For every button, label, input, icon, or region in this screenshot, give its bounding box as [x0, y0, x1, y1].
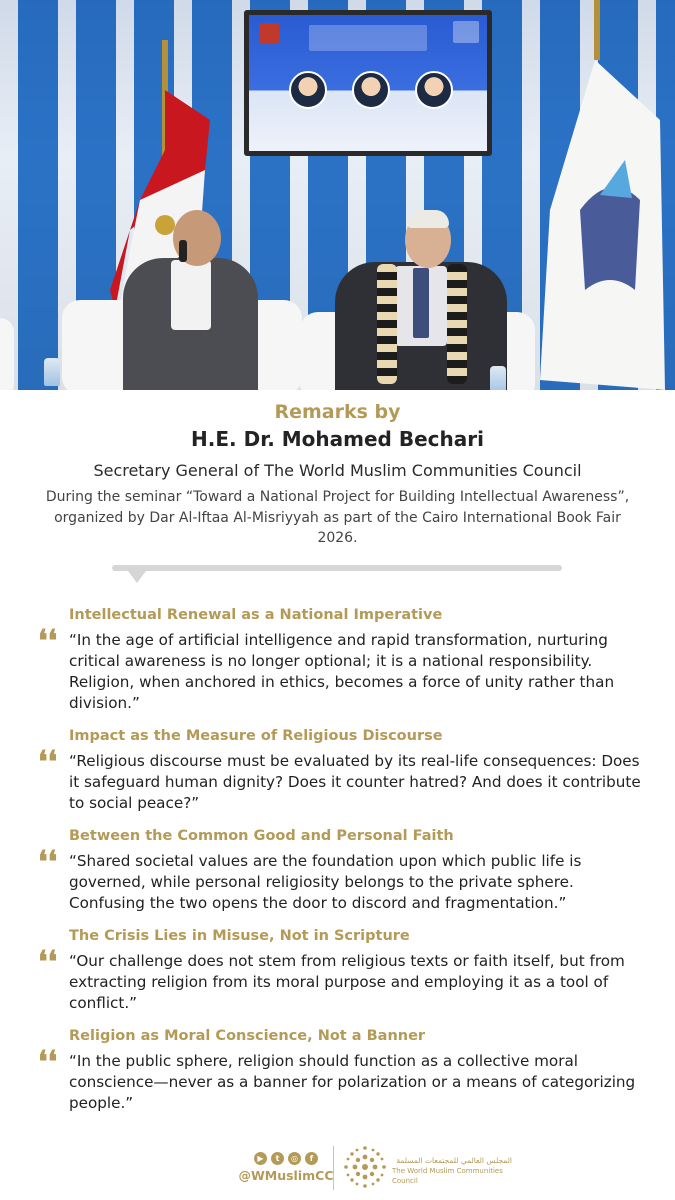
quote-mark-icon: ❛❛: [38, 624, 58, 659]
remarks-label: Remarks by: [274, 401, 401, 423]
footer: [0, 1138, 675, 1198]
quote-item: [0, 1025, 675, 1114]
quote-text: “In the public sphere, religion should function as a collective moral conscience—never as a banner for polarization or a means of categorizing people.”: [69, 1052, 636, 1112]
speaker-left: [105, 210, 265, 390]
footer-divider: [333, 1146, 334, 1190]
org-name-arabic: المجلس العالمي للمجتمعات المسلمة: [396, 1156, 512, 1165]
seminar-screen: [244, 10, 492, 156]
quote-item: [0, 725, 675, 814]
quote-item: [0, 825, 675, 914]
screen-speaker-photo: [415, 71, 453, 109]
screen-logo-right: [453, 21, 479, 43]
quote-text: “Shared societal values are the foundation upon which public life is governed, while personal religiosity belongs to the private sphere. Confusing the two opens the door to discord and fragmentation.”: [69, 852, 582, 912]
speaker-role: Secretary General of The World Muslim Communities Council: [93, 461, 582, 480]
quote-mark-icon: ❛❛: [38, 845, 58, 880]
screen-speaker-photo: [352, 71, 390, 109]
quote-item: [0, 925, 675, 1014]
speaker-name: H.E. Dr. Mohamed Bechari: [191, 427, 484, 451]
screen-speaker-photo: [289, 71, 327, 109]
quote-text: “Our challenge does not stem from religious texts or faith itself, but from extracting religion from its moral purpose and employing it as a tool of conflict.”: [69, 952, 625, 1012]
quote-title: Impact as the Measure of Religious Discourse: [69, 728, 443, 744]
instagram-icon[interactable]: ◎: [288, 1152, 301, 1165]
speech-bubble-divider: [112, 565, 562, 571]
event-photo: [0, 0, 675, 390]
quote-item: [0, 604, 675, 714]
quotes-list: [0, 604, 675, 1125]
org-name-english: The World Muslim Communities Council: [392, 1167, 503, 1185]
quote-title: Between the Common Good and Personal Faith: [69, 828, 454, 844]
social-handle[interactable]: @WMuslimCC: [238, 1168, 334, 1183]
quote-title: Intellectual Renewal as a National Imperative: [69, 607, 443, 623]
armchair-edge: [0, 318, 14, 390]
microphone: [179, 240, 187, 262]
quote-title: The Crisis Lies in Misuse, Not in Scripture: [69, 928, 410, 944]
quote-text: “Religious discourse must be evaluated by its real-life consequences: Does it safeguard human dignity? Does it counter hatred? And does it contribute to social peace?”: [69, 752, 641, 812]
quote-mark-icon: ❛❛: [38, 1045, 58, 1080]
twitter-icon[interactable]: t: [271, 1152, 284, 1165]
dar-al-iftaa-flag: [540, 60, 665, 390]
quote-title: Religion as Moral Conscience, Not a Banner: [69, 1028, 426, 1044]
quote-mark-icon: ❛❛: [38, 745, 58, 780]
screen-logo-left: [259, 23, 279, 43]
org-name: [392, 1156, 512, 1186]
water-bottle: [490, 366, 506, 390]
wmcc-logo-icon: [342, 1144, 388, 1190]
flag-pole: [594, 0, 600, 60]
remarks-header: [0, 400, 675, 549]
screen-title-graphic: [309, 25, 427, 51]
quote-text: “In the age of artificial intelligence and rapid transformation, nurturing critical awareness is no longer optional; it is a national responsibility. Religion, when anchored in ethics, becomes a force of unity rather than division.”: [69, 631, 615, 712]
striped-scarf: [377, 264, 397, 384]
facebook-icon[interactable]: f: [305, 1152, 318, 1165]
water-bottle: [44, 358, 60, 386]
social-block: [238, 1152, 334, 1184]
quote-mark-icon: ❛❛: [38, 945, 58, 980]
speech-bubble-tail: [128, 571, 146, 583]
speaker-right: [325, 212, 510, 390]
youtube-icon[interactable]: ▶: [254, 1152, 267, 1165]
event-context: During the seminar “Toward a National Project for Building Intellectual Awareness”, organized by Dar Al-Iftaa Al-Misriyyah as part of the Cairo International Book Fair 2026.: [45, 489, 630, 546]
